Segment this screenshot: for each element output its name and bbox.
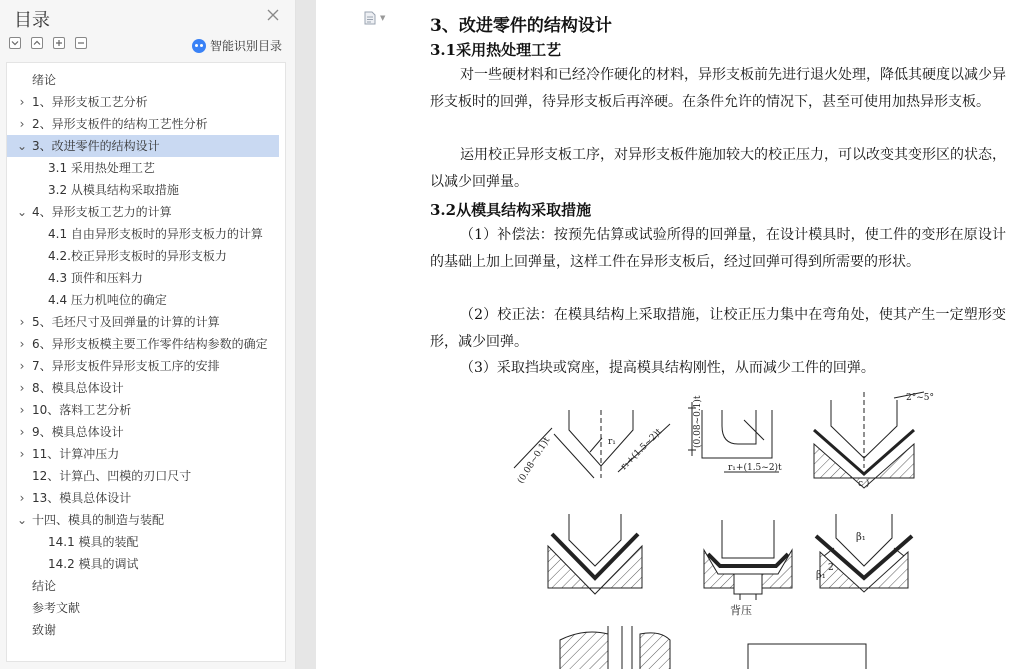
toc-item[interactable]	[7, 267, 285, 289]
toc-item-label: 结论	[32, 579, 57, 593]
figure-label: r₁+(1.5~2)t	[728, 463, 782, 473]
toc-item-label: 3、改进零件的结构设计	[32, 139, 160, 153]
toc-item[interactable]	[7, 509, 285, 531]
smart-detect-label: 智能识别目录	[210, 39, 283, 53]
collapse-all-icon[interactable]	[31, 37, 43, 49]
ai-assistant-icon	[192, 39, 206, 53]
paragraph: （3）采取挡块或窝座，提高模具结构刚性，从而减少工件的回弹。	[460, 360, 875, 376]
add-heading-icon[interactable]	[53, 37, 65, 49]
diagram-c	[814, 388, 954, 489]
panel-title: 目录	[14, 10, 50, 31]
toc-item[interactable]	[7, 223, 285, 245]
subsection-heading-3-1: 3.1采用热处理工艺	[430, 41, 562, 59]
toc-item-label: 3.1 采用热处理工艺	[48, 161, 155, 175]
figure-label: 2°~5°	[906, 393, 934, 403]
diagram-d	[548, 514, 642, 594]
toc-item-label: 7、异形支板件异形支板工序的安排	[32, 359, 220, 373]
toc-item[interactable]	[7, 179, 285, 201]
toc-item[interactable]	[7, 245, 285, 267]
figure-label: β₁	[856, 532, 866, 543]
toc-item[interactable]	[7, 465, 285, 487]
toc-item-label: 致谢	[32, 623, 57, 637]
toc-item[interactable]	[7, 575, 285, 597]
toc-item-label: 1、异形支板工艺分析	[32, 95, 148, 109]
figure-label: r₁	[608, 437, 616, 447]
toc-item[interactable]	[7, 69, 285, 91]
toc-item-label: 11、计算冲压力	[32, 447, 120, 461]
figure-label: (0.08~0.1)t	[516, 435, 553, 486]
toc-item-label: 4.3 顶件和压料力	[48, 271, 143, 285]
toc-item-label: 4.1 自由异形支板时的异形支板力的计算	[48, 227, 263, 241]
chevron-down-icon[interactable]: ⌄	[16, 205, 28, 219]
paragraph: （2）校正法：在模具结构上采取措施，让校正压力集中在弯角处，使其产生一定塑形变形，减少回弹。	[430, 307, 1006, 350]
paragraph: （1）补偿法：按预先估算或试验所得的回弹量，在设计模具时，使工件的变形在原设计的基础上加上回弹量，这样工件在异形支板后，经过回弹可得到所需要的形状。	[430, 227, 1006, 270]
chevron-right-icon[interactable]: ›	[19, 315, 25, 329]
chevron-right-icon[interactable]: ›	[19, 95, 25, 109]
workspace-gutter	[296, 0, 316, 669]
paragraph-menu[interactable]	[364, 11, 385, 25]
toc-item[interactable]	[7, 377, 285, 399]
expand-all-icon[interactable]	[9, 37, 21, 49]
toc-item[interactable]	[7, 113, 285, 135]
toc-list	[7, 69, 285, 641]
figure-caption: 背压	[730, 604, 752, 617]
chevron-right-icon[interactable]: ›	[19, 425, 25, 439]
figure-label: β₁	[816, 570, 826, 581]
smart-detect-toc-button[interactable]	[192, 37, 282, 54]
toc-item-label: 8、模具总体设计	[32, 381, 124, 395]
toc-item[interactable]	[7, 553, 285, 575]
diagram-e	[704, 520, 792, 617]
toc-item-label: 14.1 模具的装配	[48, 535, 139, 549]
toc-item-label: 13、模具总体设计	[32, 491, 132, 505]
chevron-right-icon[interactable]: ›	[19, 337, 25, 351]
diagram-g	[560, 626, 670, 669]
chevron-down-icon: ▼	[380, 14, 386, 22]
toc-item-label: 9、模具总体设计	[32, 425, 124, 439]
toc-item-label: 12、计算凸、凹模的刃口尺寸	[32, 469, 192, 483]
chevron-down-icon[interactable]: ⌄	[16, 139, 28, 153]
toc-item-label: 14.2 模具的调试	[48, 557, 139, 571]
toc-item[interactable]	[7, 311, 285, 333]
toc-item[interactable]	[7, 333, 285, 355]
subsection-heading-3-2: 3.2从模具结构采取措施	[430, 201, 592, 219]
toc-item[interactable]	[7, 201, 285, 223]
toc-item-label: 3.2 从模具结构采取措施	[48, 183, 179, 197]
chevron-right-icon[interactable]: ›	[19, 403, 25, 417]
section-heading: 3、改进零件的结构设计	[430, 16, 612, 36]
toc-item[interactable]	[7, 91, 285, 113]
toc-tree	[6, 62, 286, 662]
toc-item[interactable]	[7, 531, 285, 553]
diagram-a	[514, 410, 670, 486]
diagram-f	[816, 514, 912, 592]
figure-caption: c )	[858, 479, 870, 489]
springback-figure	[494, 388, 954, 669]
toc-item[interactable]	[7, 135, 279, 157]
paragraph: 运用校正异形支板工序，对异形支板件施加较大的校正压力，可以改变其变形区的状态，以减少回弹量。	[430, 147, 1006, 190]
figure-label: 2	[828, 563, 834, 573]
toc-item-label: 参考文献	[32, 601, 81, 615]
chevron-right-icon[interactable]: ›	[19, 447, 25, 461]
toc-item-label: 4、异形支板工艺力的计算	[32, 205, 172, 219]
toc-item[interactable]	[7, 355, 285, 377]
toc-item[interactable]	[7, 619, 285, 641]
toc-item-label: 4.4 压力机吨位的确定	[48, 293, 167, 307]
toc-item-label: 绪论	[32, 73, 57, 87]
toc-item-label: 5、毛坯尺寸及回弹量的计算的计算	[32, 315, 220, 329]
close-icon[interactable]	[266, 7, 280, 23]
chevron-right-icon[interactable]: ›	[19, 491, 25, 505]
remove-heading-icon[interactable]	[75, 37, 87, 49]
toc-item-label: 4.2.校正异形支板时的异形支板力	[48, 249, 227, 263]
chevron-down-icon[interactable]: ⌄	[16, 513, 28, 527]
diagram-h	[748, 644, 866, 669]
chevron-right-icon[interactable]: ›	[19, 359, 25, 373]
toc-item[interactable]	[7, 421, 285, 443]
toc-toolbar	[9, 37, 87, 51]
toc-item-label: 10、落料工艺分析	[32, 403, 132, 417]
chevron-right-icon[interactable]: ›	[19, 381, 25, 395]
toc-item[interactable]	[7, 443, 285, 465]
document-page[interactable]	[316, 0, 1013, 669]
toc-item-label: 2、异形支板件的结构工艺性分析	[32, 117, 208, 131]
toc-panel	[0, 0, 296, 669]
toc-item[interactable]	[7, 399, 285, 421]
toc-item[interactable]	[7, 289, 285, 311]
toc-item-label: 十四、模具的制造与装配	[32, 513, 165, 527]
toc-item[interactable]	[7, 597, 285, 619]
figure-label: (0.08~0.1)t	[693, 395, 703, 448]
paragraph: 对一些硬材料和已经冷作硬化的材料，异形支板前先进行退火处理，降低其硬度以减少异形支板时的回弹，待异形支板后再淬硬。在条件允许的情况下，甚至可使用加热异形支板。	[430, 67, 1006, 110]
diagram-b	[688, 395, 782, 473]
figure-label: r₁+(1.5~2)t	[619, 427, 665, 473]
chevron-right-icon[interactable]: ›	[19, 117, 25, 131]
toc-item-label: 6、异形支板模主要工作零件结构参数的确定	[32, 337, 268, 351]
document-icon	[364, 11, 376, 25]
toc-item[interactable]	[7, 487, 285, 509]
toc-item[interactable]	[7, 157, 285, 179]
